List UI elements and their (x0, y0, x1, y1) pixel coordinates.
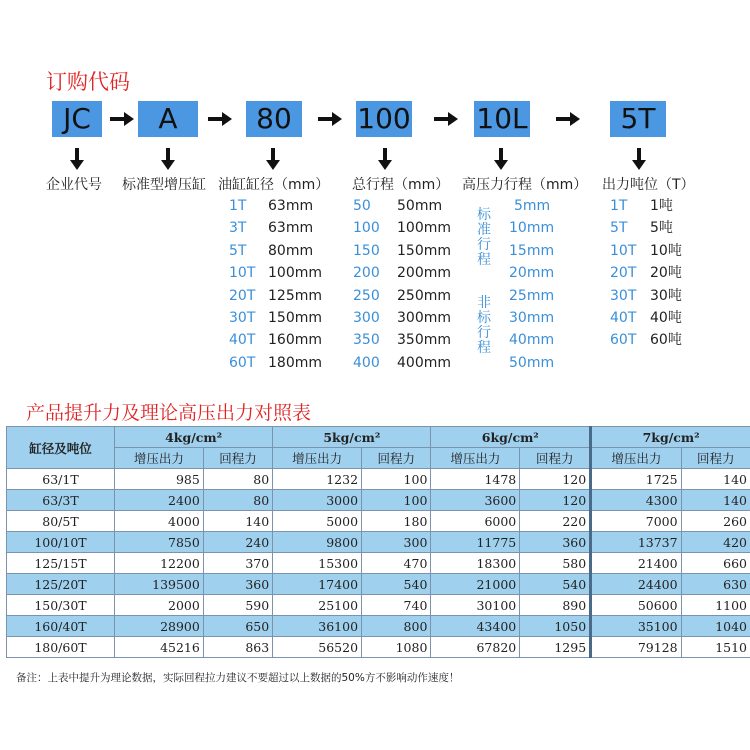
arrow-down-icon (70, 148, 84, 170)
boost-force-cell: 4000 (115, 511, 204, 532)
boost-force-cell: 2000 (115, 595, 204, 616)
return-force-cell: 540 (520, 574, 591, 595)
option-row (229, 310, 322, 326)
boost-force-cell: 4300 (591, 490, 681, 511)
return-force-cell: 100 (362, 490, 431, 511)
option-row (353, 198, 443, 214)
col-head-stroke: 总行程（mm） (352, 177, 450, 193)
return-force-cell: 1040 (681, 616, 750, 637)
boost-force-cell: 45216 (115, 637, 204, 658)
option-key: 30T (610, 287, 637, 304)
col-head-type: 标准型增压缸 (122, 177, 206, 193)
return-force-cell: 1080 (362, 637, 431, 658)
spec-cell: 150/30T (7, 595, 115, 616)
option-row (353, 265, 451, 282)
return-force-cell: 1510 (681, 637, 750, 658)
table-row (7, 553, 750, 574)
boost-force-cell: 56520 (273, 637, 362, 658)
return-force-cell: 420 (681, 532, 750, 553)
boost-force-cell: 28900 (115, 616, 204, 637)
option-row (353, 310, 451, 326)
option-key: 200 (353, 265, 380, 282)
option-value: 63mm (268, 198, 314, 214)
option-key: 60T (229, 354, 256, 371)
option-key: 400 (353, 354, 380, 371)
boost-force-cell: 30100 (431, 595, 520, 616)
return-force-cell: 140 (681, 490, 750, 511)
boost-force-cell: 1478 (431, 469, 520, 490)
boost-force-cell: 11775 (431, 532, 520, 553)
option-value: 50mm (397, 198, 443, 214)
option-value: 400mm (397, 354, 451, 371)
return-force-cell: 863 (203, 637, 272, 658)
option-value: 180mm (268, 354, 322, 371)
return-force-cell: 660 (681, 553, 750, 574)
hp-stroke-option: 25mm (509, 287, 555, 304)
hp-stroke-option: 15mm (509, 242, 555, 259)
arrow-right-icon (434, 111, 458, 127)
return-force-cell: 540 (362, 574, 431, 595)
arrow-down-icon (266, 148, 280, 170)
boost-force-cell: 3600 (431, 490, 520, 511)
boost-force-cell: 13737 (591, 532, 681, 553)
boost-force-cell: 1725 (591, 469, 681, 490)
boost-force-cell: 21400 (591, 553, 681, 574)
boost-force-header: 增压出力 (273, 448, 362, 469)
option-row (610, 287, 682, 304)
pressure-header: 4kg/cm² (115, 427, 273, 448)
table-row (7, 511, 750, 532)
table-row (7, 490, 750, 511)
boost-force-cell: 67820 (431, 637, 520, 658)
boost-force-cell: 9800 (273, 532, 362, 553)
order-code-title: 订购代码 (46, 70, 130, 94)
table-row (7, 469, 750, 490)
return-force-cell: 140 (203, 511, 272, 532)
col-head-company: 企业代号 (46, 177, 102, 193)
code-box-company: JC (52, 101, 102, 137)
table-row (7, 616, 750, 637)
option-value: 350mm (397, 332, 451, 349)
boost-force-cell: 7000 (591, 511, 681, 532)
table-row (7, 532, 750, 553)
boost-force-header: 增压出力 (115, 448, 204, 469)
nonstandard-stroke-label (476, 296, 492, 356)
return-force-cell: 1295 (520, 637, 591, 658)
option-row (353, 354, 451, 371)
vertical-char: 行 (477, 325, 491, 341)
return-force-cell: 260 (681, 511, 750, 532)
footnote: 备注：上表中提升为理论数据，实际回程拉力建议不要超过以上数据的50%方不影响动作速度！ (16, 672, 460, 684)
return-force-cell: 360 (520, 532, 591, 553)
boost-force-cell: 17400 (273, 574, 362, 595)
option-value: 150mm (397, 242, 451, 259)
boost-force-header: 增压出力 (431, 448, 520, 469)
return-force-cell: 360 (203, 574, 272, 595)
vertical-char: 非 (477, 295, 491, 311)
return-force-cell: 180 (362, 511, 431, 532)
option-row (229, 265, 322, 282)
spec-cell: 63/1T (7, 469, 115, 490)
col-head-bore: 油缸缸径（mm） (218, 177, 330, 193)
return-force-cell: 220 (520, 511, 591, 532)
boost-force-cell: 3000 (273, 490, 362, 511)
option-key: 30T (229, 310, 256, 326)
option-key: 100 (353, 220, 380, 237)
option-key: 250 (353, 287, 380, 304)
spec-cell: 100/10T (7, 532, 115, 553)
arrow-right-icon (208, 111, 232, 127)
hp-stroke-option: 5mm (514, 198, 551, 214)
option-key: 1T (610, 198, 628, 214)
return-force-header: 回程力 (520, 448, 591, 469)
table-row (7, 574, 750, 595)
return-force-cell: 240 (203, 532, 272, 553)
option-value: 250mm (397, 287, 451, 304)
code-box-tonnage: 5T (610, 101, 666, 137)
return-force-cell: 100 (362, 469, 431, 490)
table-row (7, 595, 750, 616)
option-key: 40T (229, 332, 256, 349)
option-key: 3T (229, 220, 247, 237)
arrow-down-icon (494, 148, 508, 170)
option-key: 20T (610, 265, 637, 282)
return-force-header: 回程力 (203, 448, 272, 469)
option-value: 200mm (397, 265, 451, 282)
boost-force-cell: 36100 (273, 616, 362, 637)
option-row (353, 242, 451, 259)
option-value: 20吨 (650, 265, 682, 282)
col-head-tonnage: 出力吨位（T） (602, 177, 695, 193)
option-row (229, 198, 314, 214)
option-value: 10吨 (650, 242, 682, 259)
option-row (610, 332, 682, 349)
code-box-type: A (138, 101, 198, 137)
option-row (610, 220, 673, 237)
option-row (353, 332, 451, 349)
return-force-cell: 120 (520, 490, 591, 511)
option-row (353, 220, 451, 237)
return-force-cell: 650 (203, 616, 272, 637)
standard-stroke-label (476, 208, 492, 268)
option-value: 150mm (268, 310, 322, 326)
table-row (7, 637, 750, 658)
boost-force-cell: 985 (115, 469, 204, 490)
return-force-cell: 580 (520, 553, 591, 574)
code-box-stroke: 100 (357, 102, 411, 135)
return-force-cell: 370 (203, 553, 272, 574)
comparison-table (6, 426, 750, 658)
option-key: 20T (229, 287, 256, 304)
boost-force-cell: 139500 (115, 574, 204, 595)
option-row (610, 242, 682, 259)
return-force-cell: 1100 (681, 595, 750, 616)
boost-force-cell: 7850 (115, 532, 204, 553)
vertical-char: 标 (477, 207, 491, 223)
return-force-cell: 800 (362, 616, 431, 637)
option-value: 100mm (397, 220, 451, 237)
option-key: 60T (610, 332, 637, 349)
option-value: 30吨 (650, 287, 682, 304)
vertical-char: 程 (477, 252, 491, 268)
code-box-bore: 80 (246, 101, 302, 137)
boost-force-cell: 12200 (115, 553, 204, 574)
vertical-char: 程 (477, 340, 491, 356)
boost-force-cell: 50600 (591, 595, 681, 616)
boost-force-cell: 1232 (273, 469, 362, 490)
option-value: 125mm (268, 287, 322, 304)
hp-stroke-option: 10mm (509, 220, 555, 237)
option-key: 40T (610, 310, 637, 326)
arrow-down-icon (378, 148, 392, 170)
return-force-cell: 300 (362, 532, 431, 553)
option-row (353, 287, 451, 304)
return-force-cell: 80 (203, 490, 272, 511)
return-force-cell: 590 (203, 595, 272, 616)
col-head-hp-stroke: 高压力行程（mm） (462, 177, 588, 193)
hp-stroke-option: 50mm (509, 354, 555, 371)
return-force-header: 回程力 (681, 448, 750, 469)
option-key: 350 (353, 332, 380, 349)
boost-force-cell: 43400 (431, 616, 520, 637)
boost-force-cell: 24400 (591, 574, 681, 595)
return-force-cell: 740 (362, 595, 431, 616)
spec-cell: 125/20T (7, 574, 115, 595)
code-box-hp-stroke: 10L (474, 101, 530, 137)
option-key: 5T (610, 220, 628, 237)
option-row (610, 310, 682, 326)
option-row (610, 198, 673, 214)
option-row (229, 287, 322, 304)
return-force-cell: 120 (520, 469, 591, 490)
boost-force-cell: 6000 (431, 511, 520, 532)
option-value: 100mm (268, 265, 322, 282)
spec-cell: 125/15T (7, 553, 115, 574)
hp-stroke-option: 30mm (509, 310, 555, 326)
boost-force-header: 增压出力 (591, 448, 681, 469)
return-force-cell: 140 (681, 469, 750, 490)
option-value: 1吨 (650, 198, 673, 214)
option-key: 300 (353, 310, 380, 326)
boost-force-cell: 15300 (273, 553, 362, 574)
table-title: 产品提升力及理论高压出力对照表 (26, 402, 312, 424)
option-value: 80mm (268, 242, 314, 259)
spec-cell: 160/40T (7, 616, 115, 637)
arrow-down-icon (632, 148, 646, 170)
arrow-right-icon (556, 111, 580, 127)
vertical-char: 标 (477, 310, 491, 326)
option-key: 10T (229, 265, 256, 282)
hp-stroke-option: 40mm (509, 332, 555, 349)
option-key: 5T (229, 242, 247, 259)
boost-force-cell: 5000 (273, 511, 362, 532)
boost-force-cell: 18300 (431, 553, 520, 574)
table-corner-header: 缸径及吨位 (7, 427, 115, 469)
arrow-down-icon (161, 148, 175, 170)
hp-stroke-option: 20mm (509, 265, 555, 282)
option-value: 5吨 (650, 220, 673, 237)
option-key: 50 (353, 198, 371, 214)
return-force-cell: 1050 (520, 616, 591, 637)
option-value: 40吨 (650, 310, 682, 326)
vertical-char: 行 (477, 237, 491, 253)
return-force-cell: 890 (520, 595, 591, 616)
return-force-cell: 80 (203, 469, 272, 490)
option-row (229, 242, 314, 259)
pressure-header: 6kg/cm² (431, 427, 591, 448)
option-key: 10T (610, 242, 637, 259)
boost-force-cell: 21000 (431, 574, 520, 595)
option-row (610, 265, 682, 282)
arrow-right-icon (110, 111, 134, 127)
option-value: 63mm (268, 220, 314, 237)
vertical-char: 准 (477, 222, 491, 238)
option-key: 1T (229, 198, 247, 214)
spec-cell: 63/3T (7, 490, 115, 511)
boost-force-cell: 35100 (591, 616, 681, 637)
spec-cell: 80/5T (7, 511, 115, 532)
option-row (229, 220, 314, 237)
option-key: 150 (353, 242, 380, 259)
boost-force-cell: 2400 (115, 490, 204, 511)
boost-force-cell: 25100 (273, 595, 362, 616)
option-value: 60吨 (650, 332, 682, 349)
option-value: 160mm (268, 332, 322, 349)
pressure-header: 7kg/cm² (591, 427, 750, 448)
option-row (229, 354, 322, 371)
return-force-cell: 470 (362, 553, 431, 574)
arrow-right-icon (318, 111, 342, 127)
option-row (229, 332, 322, 349)
pressure-header: 5kg/cm² (273, 427, 431, 448)
return-force-header: 回程力 (362, 448, 431, 469)
spec-cell: 180/60T (7, 637, 115, 658)
boost-force-cell: 79128 (591, 637, 681, 658)
return-force-cell: 630 (681, 574, 750, 595)
option-value: 300mm (397, 310, 451, 326)
